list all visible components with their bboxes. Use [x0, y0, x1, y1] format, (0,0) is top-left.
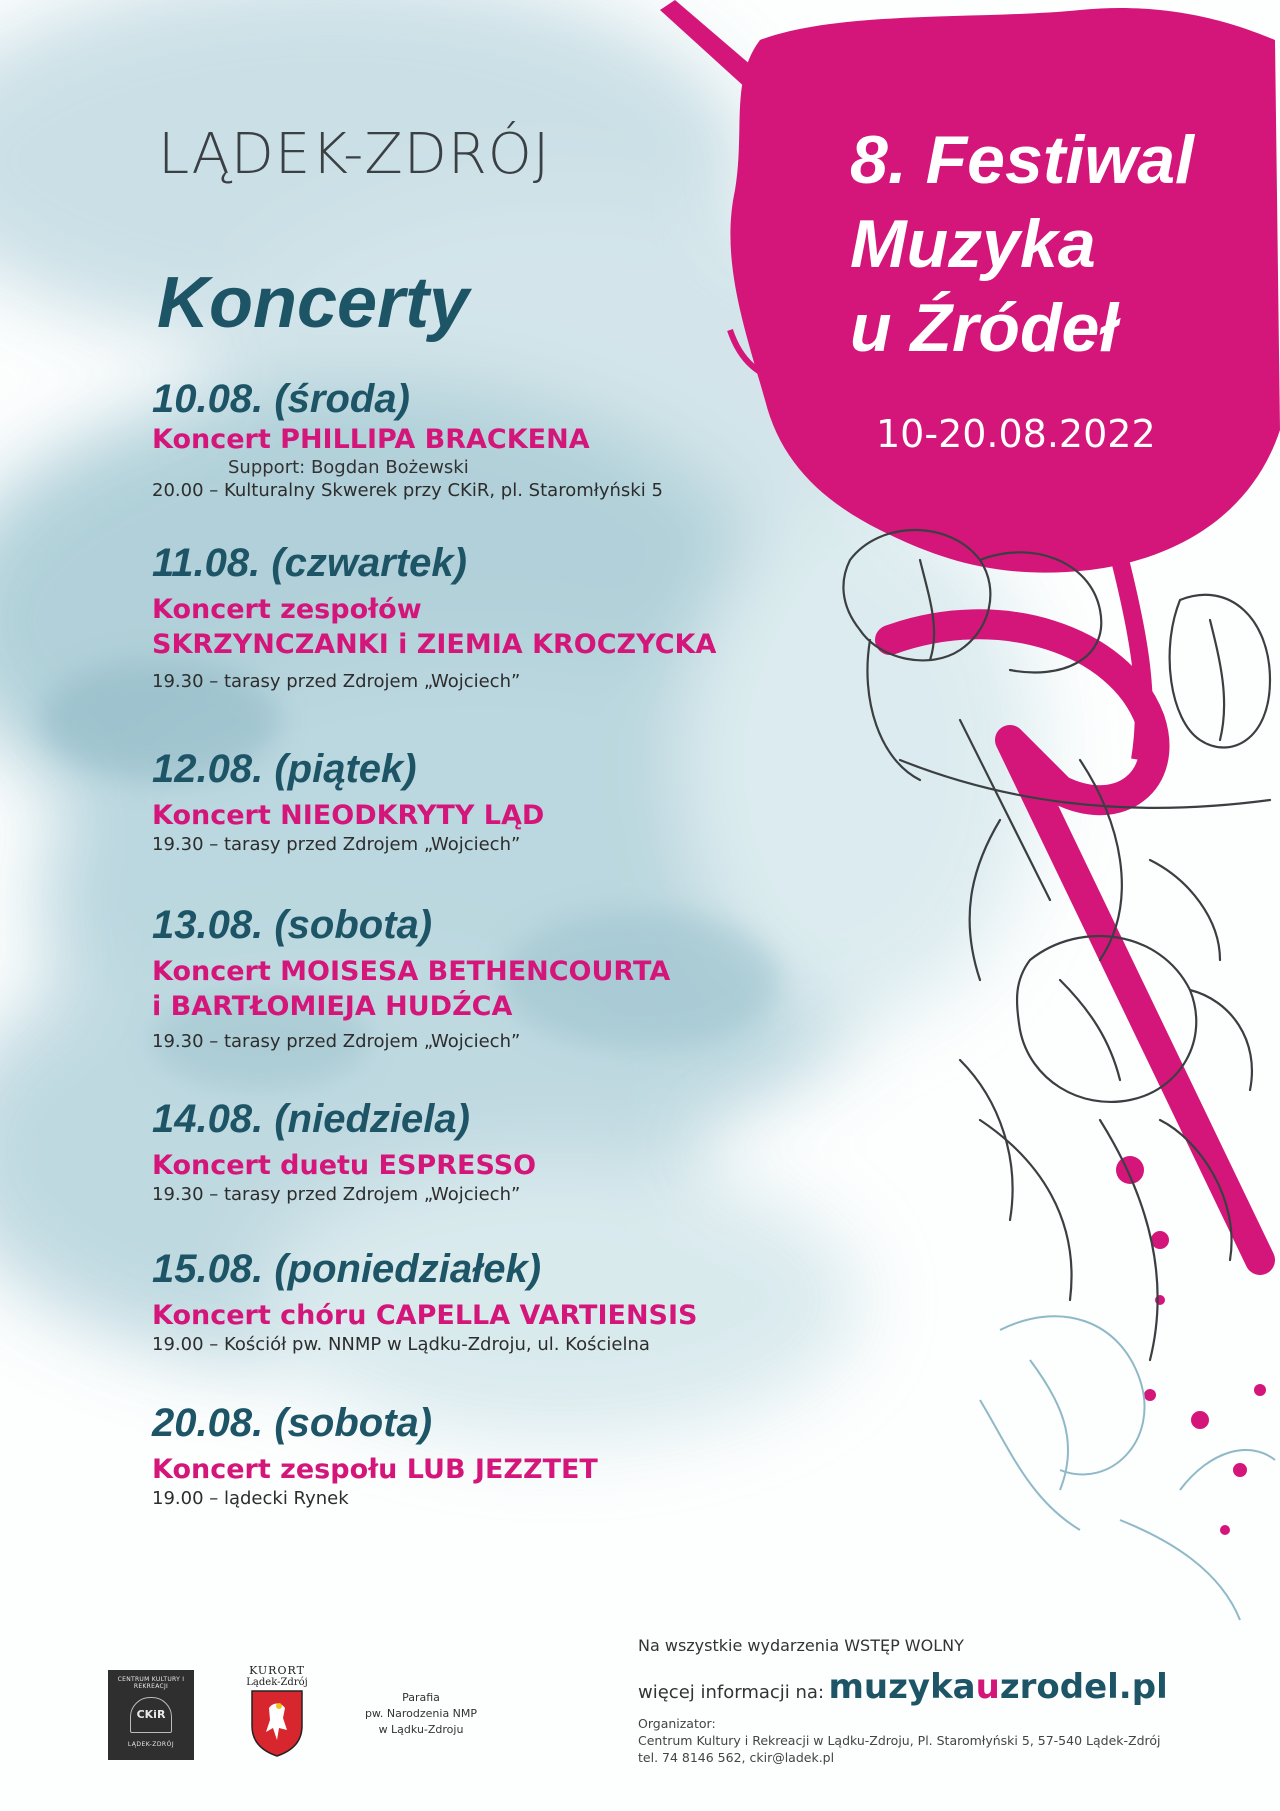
festival-title-line1: 8. Festiwal [850, 122, 1194, 198]
website-part: u [975, 1667, 1000, 1707]
event-title: i BARTŁOMIEJA HUDŹCA [152, 991, 513, 1022]
organizer-address: Centrum Kultury i Rekreacji w Lądku-Zdroju, Pl. Staromłyński 5, 57-540 Lądek-Zdrój [638, 1733, 1161, 1748]
event-date: 10.08. (środa) [152, 377, 410, 421]
event-support: Support: Bogdan Bożewski [228, 457, 469, 478]
festival-title-line2: Muzyka [850, 206, 1096, 282]
event-title: Koncert duetu ESPRESSO [152, 1150, 537, 1181]
event-title: Koncert chóru CAPELLA VARTIENSIS [152, 1300, 698, 1331]
event-title: Koncert zespołów [152, 594, 422, 625]
event-date: 11.08. (czwartek) [152, 541, 467, 585]
ckir-logo-top: CENTRUM KULTURY I REKREACJI [117, 1676, 185, 1690]
festival-title-line3: u Źródeł [850, 290, 1119, 366]
city-name: LĄDEK-ZDRÓJ [158, 122, 551, 187]
event-date: 13.08. (sobota) [152, 903, 433, 947]
kurort-logo-line1: KURORT [249, 1664, 305, 1677]
event-place: 19.00 – lądecki Rynek [152, 1488, 349, 1509]
event-title: SKRZYNCZANKI i ZIEMIA KROCZYCKA [152, 629, 717, 660]
ckir-logo-mark: CKiR [130, 1697, 172, 1733]
parish-line: w Lądku-Zdroju [378, 1723, 464, 1736]
event-place: 19.30 – tarasy przed Zdrojem „Wojciech” [152, 834, 521, 855]
ckir-logo [108, 1670, 194, 1760]
festival-title [850, 118, 1250, 370]
event-title: Koncert PHILLIPA BRACKENA [152, 424, 590, 455]
event-place: 19.30 – tarasy przed Zdrojem „Wojciech” [152, 671, 521, 692]
free-entry-note: Na wszystkie wydarzenia WSTĘP WOLNY [638, 1636, 964, 1655]
ckir-logo-bottom: LĄDEK-ZDRÓJ [127, 1741, 175, 1748]
footer-info [638, 1636, 1268, 1766]
event-item [152, 746, 872, 857]
event-date: 14.08. (niedziela) [152, 1097, 470, 1141]
organizer-block [638, 1715, 1268, 1766]
event-title: Koncert NIEODKRYTY LĄD [152, 800, 545, 831]
event-place: 19.00 – Kościół pw. NNMP w Lądku-Zdroju, ul. Kościelna [152, 1334, 650, 1355]
event-item [152, 902, 872, 1054]
organizer-label: Organizator: [638, 1716, 716, 1731]
parish-logo-text [356, 1690, 486, 1738]
event-title: Koncert zespołu LUB JEZZTET [152, 1454, 598, 1485]
event-title: Koncert MOISESA BETHENCOURTA [152, 956, 671, 987]
event-date: 12.08. (piątek) [152, 747, 417, 791]
more-info-label: więcej informacji na: [638, 1682, 825, 1703]
website-link[interactable] [828, 1667, 1167, 1707]
festival-dates: 10-20.08.2022 [876, 412, 1156, 456]
parish-line: Parafia [402, 1691, 440, 1704]
website-part: zrodel.pl [999, 1667, 1168, 1707]
event-item [152, 1400, 872, 1511]
section-title: Koncerty [157, 263, 470, 343]
website-part: muzyka [828, 1667, 976, 1707]
coat-of-arms-icon [249, 1688, 305, 1758]
event-place: 19.30 – tarasy przed Zdrojem „Wojciech” [152, 1031, 521, 1052]
magenta-ribbon [890, 624, 1260, 1260]
parish-line: pw. Narodzenia NMP [364, 1707, 478, 1720]
organizer-contact: tel. 74 8146 562, ckir@ladek.pl [638, 1750, 835, 1765]
event-date: 20.08. (sobota) [152, 1401, 433, 1445]
kurort-logo [242, 1664, 312, 1774]
event-item [152, 1096, 872, 1207]
event-item [152, 376, 872, 503]
event-place: 20.00 – Kulturalny Skwerek przy CKiR, pl. Staromłyński 5 [152, 480, 663, 501]
more-info-line [638, 1667, 1268, 1707]
event-date: 15.08. (poniedziałek) [152, 1247, 542, 1291]
event-item [152, 1246, 872, 1357]
event-place: 19.30 – tarasy przed Zdrojem „Wojciech” [152, 1184, 521, 1205]
kurort-logo-line2: Lądek-Zdrój [246, 1677, 308, 1688]
event-item [152, 540, 872, 694]
